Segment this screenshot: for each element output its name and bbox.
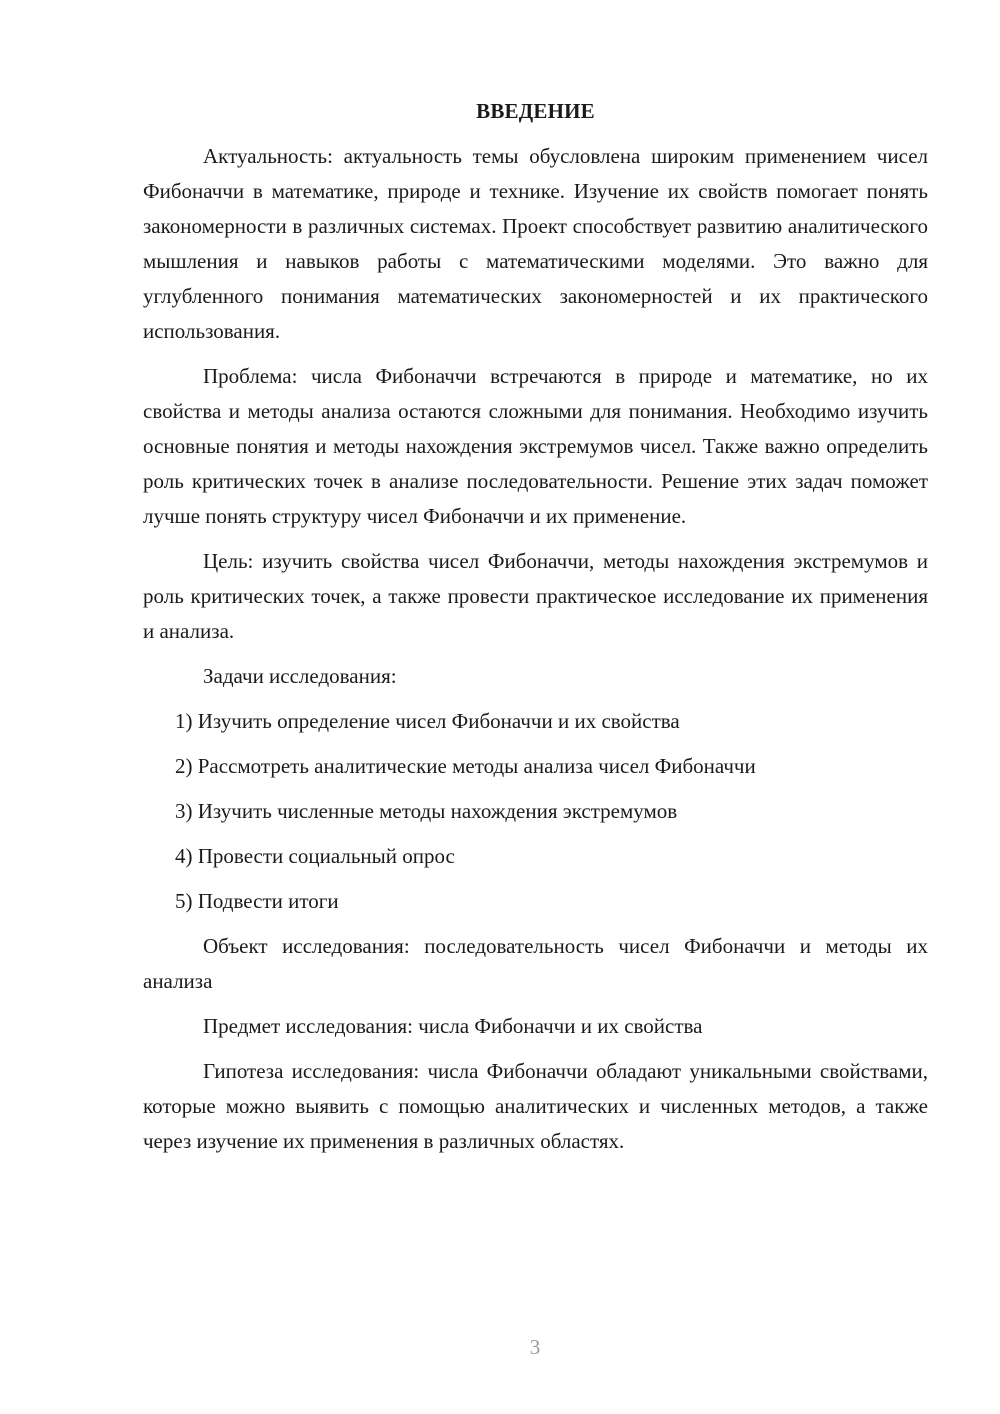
list-item: 5) Подвести итоги xyxy=(175,889,339,913)
page-number: 3 xyxy=(529,1335,541,1359)
paragraph-goal: Цель: изучить свойства чисел Фибоначчи, методы нахождения экстремумов и роль критических точек, а также провести практическое исследование их применения и анализа. xyxy=(143,549,928,643)
page-content xyxy=(143,96,928,1169)
paragraph-object: Объект исследования: последовательность чисел Фибоначчи и методы их анализа xyxy=(143,934,928,993)
list-item: 3) Изучить численные методы нахождения экстремумов xyxy=(175,799,678,823)
paragraph-problem: Проблема: числа Фибоначчи встречаются в природе и математике, но их свойства и методы анализа остаются сложными для понимания. Необходимо изучить основные понятия и методы нахождения экстремумов чисел. Также важно определить роль критических точек в анализе последовательности. Решение этих задач поможет лучше понять структуру чисел Фибоначчи и их применение. xyxy=(143,364,928,528)
list-item: 4) Провести социальный опрос xyxy=(175,844,455,868)
tasks-list xyxy=(143,704,928,919)
paragraph-hypothesis: Гипотеза исследования: числа Фибоначчи обладают уникальными свойствами, которые можно выявить с помощью аналитических и численных методов, а также через изучение их применения в различных областях. xyxy=(143,1059,928,1153)
paragraph-tasks-heading: Задачи исследования: xyxy=(203,664,397,688)
page-title: ВВЕДЕНИЕ xyxy=(476,99,595,123)
paragraph-relevance: Актуальность: актуальность темы обусловлена широким применением чисел Фибоначчи в математике, природе и технике. Изучение их свойств помогает понять закономерности в различных системах. Проект способствует развитию аналитического мышления и навыков работы с математическими моделями. Это важно для углубленного понимания математических закономерностей и их практического использования. xyxy=(143,144,928,343)
paragraph-subject: Предмет исследования: числа Фибоначчи и их свойства xyxy=(203,1014,703,1038)
list-item: 2) Рассмотреть аналитические методы анализа чисел Фибоначчи xyxy=(175,754,756,778)
list-item: 1) Изучить определение чисел Фибоначчи и их свойства xyxy=(175,709,680,733)
